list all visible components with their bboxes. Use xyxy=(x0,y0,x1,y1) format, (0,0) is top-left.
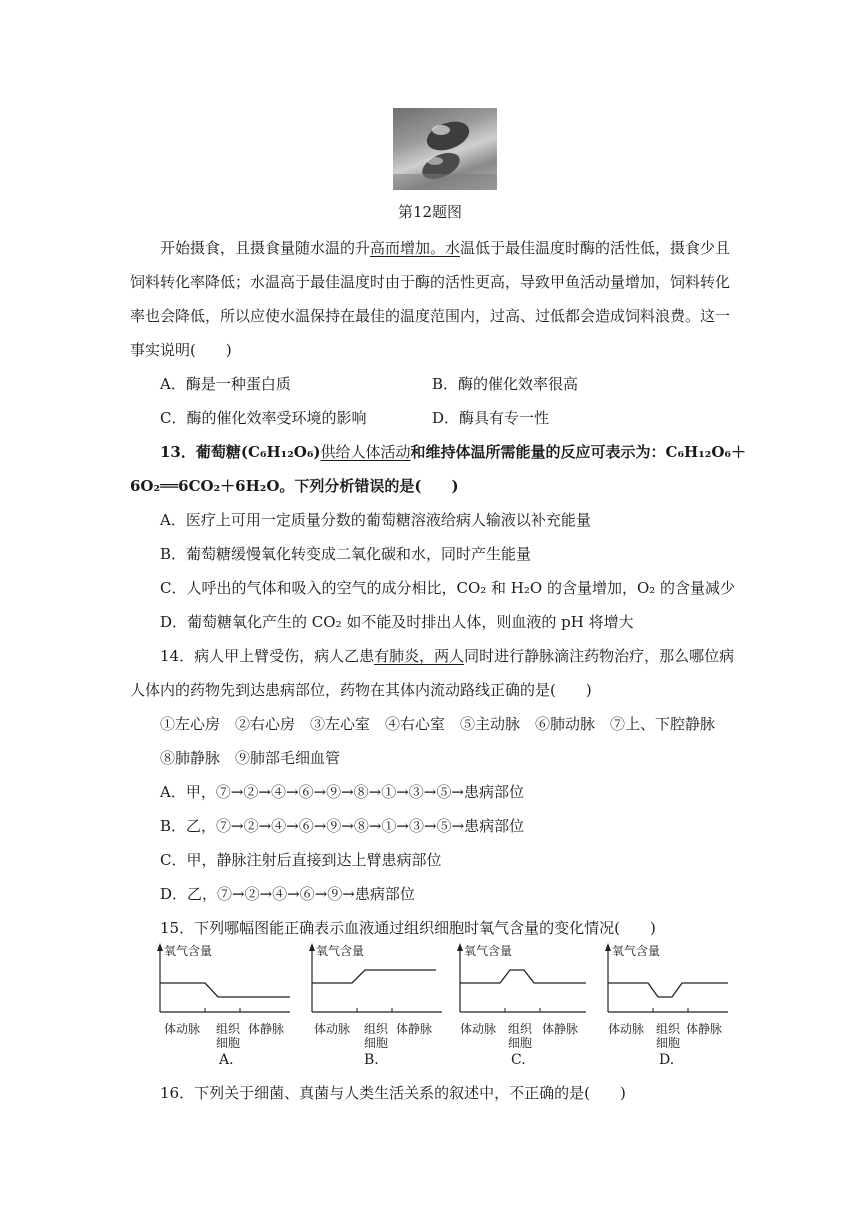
q14-option-b: B．乙，⑦→②→④→⑥→⑨→⑧→①→③→⑤→患病部位 xyxy=(160,817,525,835)
q14-option-a: A．甲，⑦→②→④→⑥→⑨→⑧→①→③→⑤→患病部位 xyxy=(160,783,524,801)
q12-option-c: C．酶的催化效率受环境的影响 xyxy=(160,409,367,427)
q13-option-b: B．葡萄糖缓慢氧化转变成二氧化碳和水，同时产生能量 xyxy=(160,545,532,563)
q16-stem: 16．下列关于细菌、真菌与人类生活关系的叙述中，不正确的是( ) xyxy=(160,1084,626,1102)
q13-option-a: A．医疗上可用一定质量分数的葡萄糖溶液给病人输液以补充能量 xyxy=(160,511,591,529)
q12-line4: 事实说明( ) xyxy=(130,341,232,359)
figure-caption: 第12题图 xyxy=(397,203,463,221)
graph-a: 氧气含量 体动脉 组织 细胞 体静脉 A. xyxy=(150,940,300,1070)
graph-c: 体动脉 氧气含量 组织 细胞 体静脉 C. xyxy=(450,940,600,1070)
q12-line2: 饲料转化率降低；水温高于最佳温度时由于酶的活性更高，导致甲鱼活动量增加，饲料转化 xyxy=(130,273,731,291)
q13-option-d: D．葡萄糖氧化产生的 CO₂ 如不能及时排出人体，则血液的 pH 将增大 xyxy=(160,613,634,631)
q12-option-d: D．酶具有专一性 xyxy=(432,409,550,427)
q12-option-a: A．酶是一种蛋白质 xyxy=(160,375,291,393)
graph-d: 氧气含量 体动脉 组织 细胞 体静脉 D. xyxy=(598,940,748,1070)
graph-b: 氧气含量 体动脉 组织 细胞 体静脉 B. xyxy=(302,940,452,1070)
q14-line2: 人体内的药物先到达患病部位，药物在其体内流动路线正确的是( ) xyxy=(130,681,592,699)
q14-line3: ①左心房 ②右心房 ③左心室 ④右心室 ⑤主动脉 ⑥肺动脉 ⑦上、下腔静脉 xyxy=(160,715,716,733)
q13-option-c: C．人呼出的气体和吸入的空气的成分相比，CO₂ 和 H₂O 的含量增加，O₂ 的含量减少 xyxy=(160,579,736,597)
q12-line3: 率也会降低，所以应使水温保持在最佳的温度范围内，过高、过低都会造成饲料浪费。这一 xyxy=(130,307,731,325)
q13-line2: 6O₂══6CO₂＋6H₂O。下列分析错误的是( ) xyxy=(130,477,459,495)
q13-line1: 13．葡萄糖(C₆H₁₂O₆)供给人体活动和维持体温所需能量的反应可表示为：C₆H₁₂O₆＋ xyxy=(160,443,747,461)
q12-line1: 开始摄食，且摄食量随水温的升高而增加。水温低于最佳温度时酶的活性低，摄食少且 xyxy=(160,239,731,257)
q12-option-b: B．酶的催化效率很高 xyxy=(432,375,579,393)
fish-photo xyxy=(393,108,497,190)
q14-option-d: D．乙，⑦→②→④→⑥→⑨→患病部位 xyxy=(160,885,415,903)
q14-option-c: C．甲，静脉注射后直接到达上臂患病部位 xyxy=(160,851,442,869)
q14-line1: 14．病人甲上臂受伤，病人乙患有肺炎，两人同时进行静脉滴注药物治疗，那么哪位病 xyxy=(160,647,735,665)
q15-stem: 15．下列哪幅图能正确表示血液通过组织细胞时氧气含量的变化情况( ) xyxy=(160,919,656,937)
q14-line4: ⑧肺静脉 ⑨肺部毛细血管 xyxy=(160,749,341,767)
